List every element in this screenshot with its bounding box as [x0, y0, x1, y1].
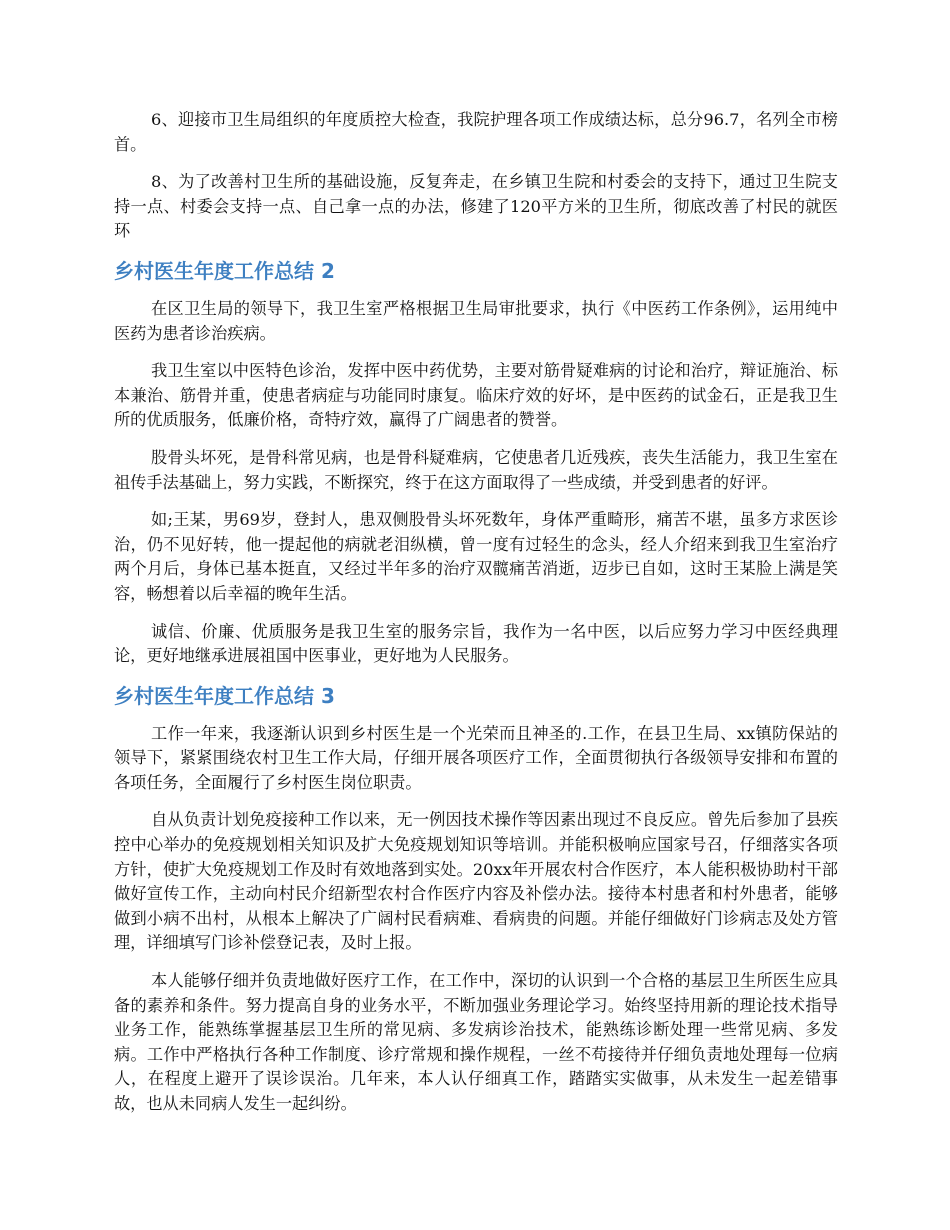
section2-paragraph-4: 如;王某，男69岁，登封人，患双侧股骨头坏死数年，身体严重畸形，痛苦不堪，虽多方求医诊治，仍不见好转，他一提起他的病就老泪纵横，曾一度有过轻生的念头，经人介绍来到我卫生室治疗两个月后，身体已基本挺直，又经过半年多的治疗双髋痛苦消逝，迈步已自如，这时王某脸上满是笑容，畅想着以后幸福的晚年生活。 [114, 510, 838, 603]
section-heading-2: 乡村医生年度工作总结 2 [114, 258, 335, 283]
paragraph-quality-check: 6、迎接市卫生局组织的年度质控大检查，我院护理各项工作成绩达标，总分96.7，名列全市榜首。 [114, 110, 838, 154]
section2-paragraph-2: 我卫生室以中医特色诊治，发挥中医中药优势，主要对筋骨疑难病的讨论和治疗，辩证施治、标本兼治、筋骨并重，使患者病症与功能同时康复。临床疗效的好坏，是中医药的试金石，正是我卫生所的优质服务，低廉价格，奇特疗效，赢得了广阔患者的赞誉。 [114, 361, 838, 430]
paragraph-clinic-construction: 8、为了改善村卫生所的基础设施，反复奔走，在乡镇卫生院和村委会的支持下，通过卫生院支持一点、村委会支持一点、自己拿一点的办法，修建了120平方米的卫生所，彻底改善了村民的就医环 [114, 172, 838, 241]
section3-paragraph-1: 工作一年来，我逐渐认识到乡村医生是一个光荣而且神圣的.工作，在县卫生局、xx镇防保站的领导下，紧紧围绕农村卫生工作大局，仔细开展各项医疗工作，全面贯彻执行各级领导安排和布置的各项任务，全面履行了乡村医生岗位职责。 [114, 723, 838, 792]
section2-paragraph-5: 诚信、价廉、优质服务是我卫生室的服务宗旨，我作为一名中医，以后应努力学习中医经典理论，更好地继承进展祖国中医事业，更好地为人民服务。 [114, 621, 838, 666]
section-heading-3: 乡村医生年度工作总结 3 [114, 683, 335, 708]
document-page [114, 108, 838, 1130]
section2-paragraph-1: 在区卫生局的领导下，我卫生室严格根据卫生局审批要求，执行《中医药工作条例》，运用纯中医药为患者诊治疾病。 [114, 298, 838, 343]
section2-paragraph-3: 股骨头坏死，是骨科常见病，也是骨科疑难病，它使患者几近残疾，丧失生活能力，我卫生室在祖传手法基础上，努力实践，不断探究，终于在这方面取得了一些成绩，并受到患者的好评。 [114, 447, 838, 492]
section3-paragraph-3: 本人能够仔细并负责地做好医疗工作，在工作中，深切的认识到一个合格的基层卫生所医生应具备的素养和条件。努力提高自身的业务水平，不断加强业务理论学习。始终坚持用新的理论技术指导业务工作，能熟练掌握基层卫生所的常见病、多发病诊治技术，能熟练诊断处理一些常见病、多发病。工作中严格执行各种工作制度、诊疗常规和操作规程，一丝不苟接待并仔细负责地处理每一位病人，在程度上避开了误诊误治。几年来，本人认仔细真工作，踏踏实实做事，从未发生一起差错事故，也从未同病人发生一起纠纷。 [114, 971, 838, 1113]
section3-paragraph-2: 自从负责计划免疫接种工作以来，无一例因技术操作等因素出现过不良反应。曾先后参加了县疾控中心举办的免疫规划相关知识及扩大免疫规划知识等培训。并能积极响应国家号召，仔细落实各项方针，使扩大免疫规划工作及时有效地落到实处。20xx年开展农村合作医疗，本人能积极协助村干部做好宣传工作，主动向村民介绍新型农村合作医疗内容及补偿办法。接待本村患者和村外患者，能够做到小病不出村，从根本上解决了广阔村民看病难、看病贵的问题。并能仔细做好门诊病志及处方管理，详细填写门诊补偿登记表，及时上报。 [114, 810, 838, 953]
